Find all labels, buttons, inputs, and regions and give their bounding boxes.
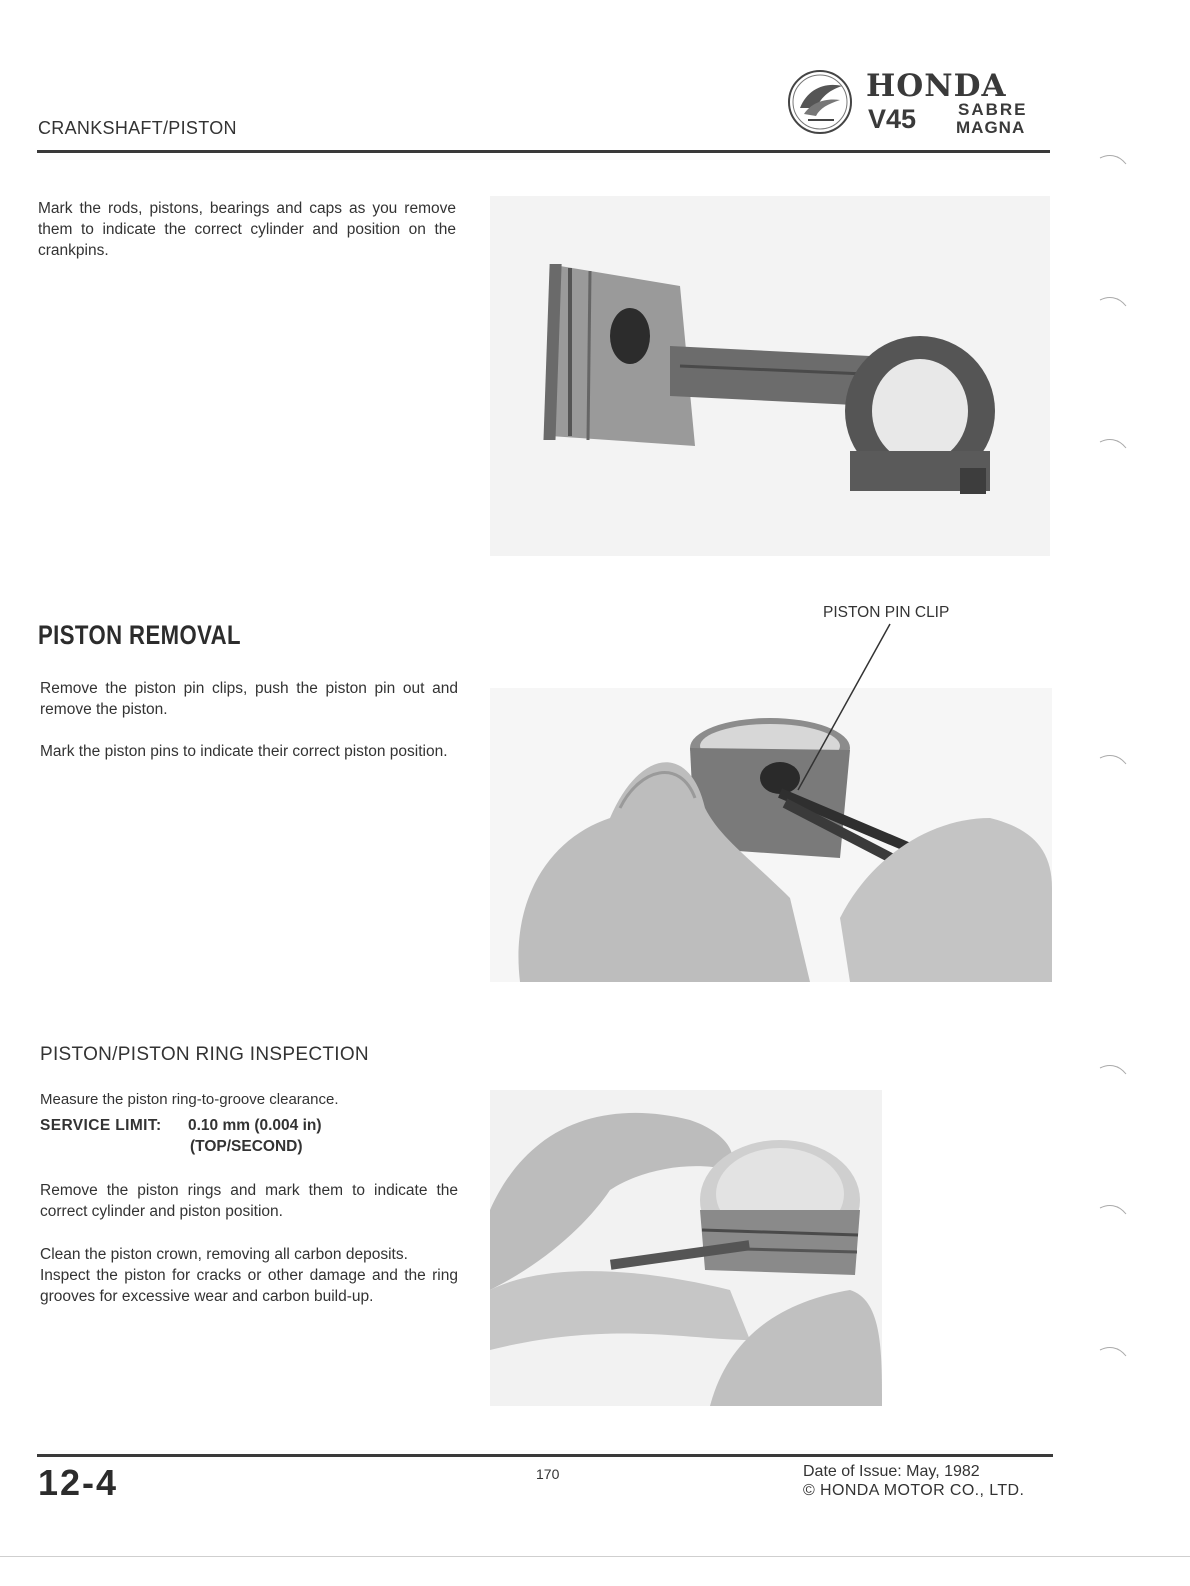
model-name: V45 bbox=[868, 104, 917, 134]
scan-edge-line bbox=[0, 1556, 1190, 1557]
removal-step-1: Remove the piston pin clips, push the piston pin out and remove the piston. bbox=[40, 680, 458, 718]
binder-mark-5 bbox=[1098, 1062, 1128, 1076]
honda-wing-logo bbox=[786, 68, 854, 136]
service-limit-note: (TOP/SECOND) bbox=[190, 1138, 303, 1155]
clean-crown-step: Clean the piston crown, removing all carbon deposits. bbox=[40, 1246, 408, 1263]
piston-pin-clip-callout: PISTON PIN CLIP bbox=[823, 604, 950, 621]
service-limit-label: SERVICE LIMIT: bbox=[40, 1117, 162, 1134]
brand-name: HONDA bbox=[866, 68, 1007, 104]
ring-removal-step: Remove the piston rings and mark them to indicate the correct cylinder and piston position. bbox=[40, 1182, 458, 1220]
binder-mark-3 bbox=[1098, 436, 1128, 450]
binder-mark-2 bbox=[1098, 294, 1128, 308]
copyright: © HONDA MOTOR CO., LTD. bbox=[803, 1482, 1025, 1499]
section-title: CRANKSHAFT/PISTON bbox=[38, 118, 237, 138]
header-rule bbox=[37, 150, 1050, 153]
issue-date: Date of Issue: May, 1982 bbox=[803, 1463, 980, 1480]
callout-leader-line bbox=[780, 620, 900, 800]
connecting-rod-photo bbox=[490, 196, 1050, 556]
inspection-heading: PISTON/PISTON RING INSPECTION bbox=[40, 1044, 369, 1065]
variant-sabre: SABRE bbox=[958, 100, 1028, 119]
binder-mark-1 bbox=[1098, 152, 1128, 166]
measure-instruction: Measure the piston ring-to-groove clearance. bbox=[40, 1091, 339, 1108]
binder-mark-7 bbox=[1098, 1344, 1128, 1358]
chapter-page-code: 12-4 bbox=[38, 1462, 119, 1503]
rods-instruction: Mark the rods, pistons, bearings and caps as you remove them to indicate the correct cylinder and position on the crankpins. bbox=[38, 200, 456, 259]
removal-instructions bbox=[40, 678, 458, 762]
ring-clearance-photo bbox=[490, 1090, 882, 1406]
binder-mark-4 bbox=[1098, 752, 1128, 766]
page-number: 170 bbox=[536, 1466, 560, 1482]
footer-rule bbox=[37, 1454, 1053, 1457]
variant-magna: MAGNA bbox=[956, 118, 1026, 137]
inspect-damage-step: Inspect the piston for cracks or other damage and the ring grooves for excessive wear and carbon build-up. bbox=[40, 1267, 458, 1305]
binder-mark-6 bbox=[1098, 1202, 1128, 1216]
piston-removal-heading: PISTON REMOVAL bbox=[38, 620, 241, 650]
piston-pin-removal-photo bbox=[490, 688, 1052, 982]
service-limit-value: 0.10 mm (0.004 in) bbox=[188, 1117, 322, 1134]
inspection-instructions bbox=[40, 1180, 458, 1307]
removal-step-2: Mark the piston pins to indicate their correct piston position. bbox=[40, 743, 448, 760]
